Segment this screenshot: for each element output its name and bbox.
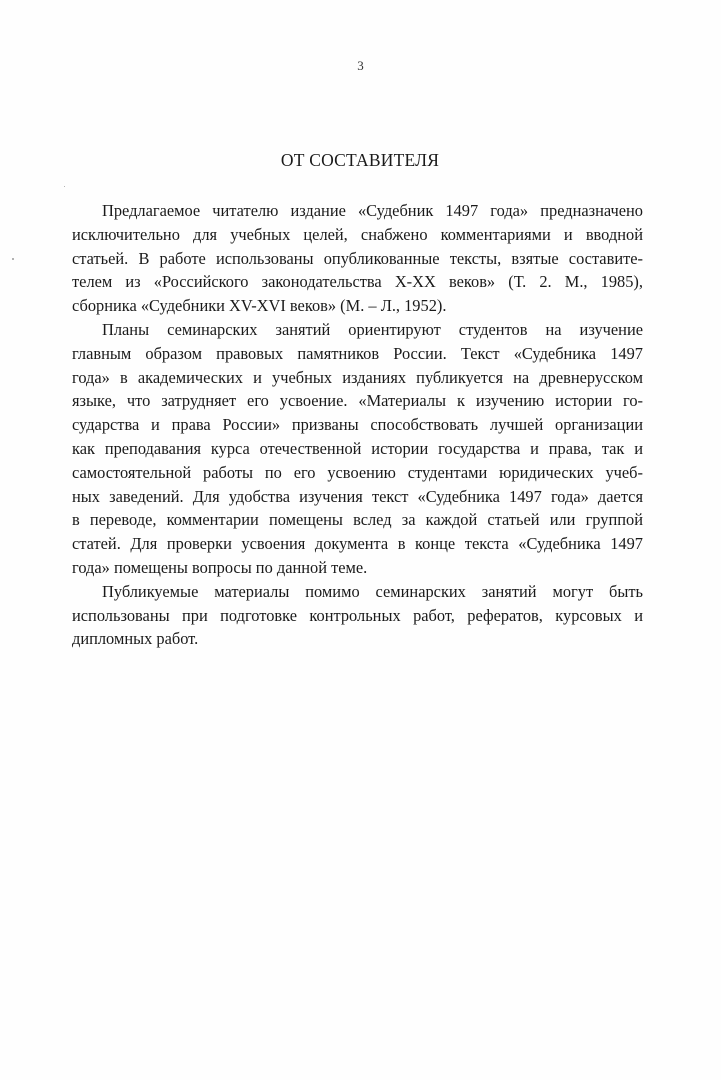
text-line: дипломных работ. xyxy=(72,629,199,649)
text-line: главным образом правовых памятников России. Текст «Судебника 1497 xyxy=(72,343,643,363)
text-line: сударства и права России» призваны способствовать лучшей организации xyxy=(72,415,643,435)
text-line: Публикуемые материалы помимо семинарских занятий могут быть xyxy=(102,581,643,601)
text-line: в переводе, комментарии помещены вслед за каждой статьей или группой xyxy=(72,510,643,530)
paragraph-intro xyxy=(72,199,643,318)
paragraph-seminar-plans xyxy=(72,318,643,580)
text-line: использованы при подготовке контрольных работ, рефератов, курсовых и xyxy=(72,605,643,625)
text-line: языке, что затрудняет его усвоение. «Материалы к изучению истории го- xyxy=(72,391,643,411)
paragraph-usage xyxy=(72,580,643,651)
text-line: Предлагаемое читателю издание «Судебник 1497 года» предназначено xyxy=(102,201,643,220)
text-line: самостоятельной работы по его усвоению студентами юридических учеб- xyxy=(72,462,643,482)
text-line: телем из «Российского законодательства X-XX веков» (Т. 2. М., 1985), xyxy=(72,272,643,292)
text-line: статьей. В работе использованы опубликованные тексты, взятые составите- xyxy=(72,248,643,268)
text-line: ных заведений. Для удобства изучения текст «Судебника 1497 года» дается xyxy=(72,486,643,506)
section-title: ОТ СОСТАВИТЕЛЯ xyxy=(280,150,440,170)
scan-speck xyxy=(64,186,65,187)
text-line: года» помещены вопросы по данной теме. xyxy=(72,557,368,577)
text-line: года» в академических и учебных изданиях публикуется на древнерусском xyxy=(72,367,643,387)
text-line: сборника «Судебники XV-XVI веков» (М. – Л., 1952). xyxy=(72,296,447,316)
text-line: Планы семинарских занятий ориентируют студентов на изучение xyxy=(102,319,643,339)
scan-speck xyxy=(12,258,14,260)
page-number: 3 xyxy=(357,58,364,73)
text-line: исключительно для учебных целей, снабжено комментариями и вводной xyxy=(72,224,643,244)
text-line: статей. Для проверки усвоения документа в конце текста «Судебника 1497 xyxy=(72,534,643,554)
body-text xyxy=(72,199,643,651)
text-line: как преподавания курса отечественной истории государства и права, так и xyxy=(72,438,643,458)
